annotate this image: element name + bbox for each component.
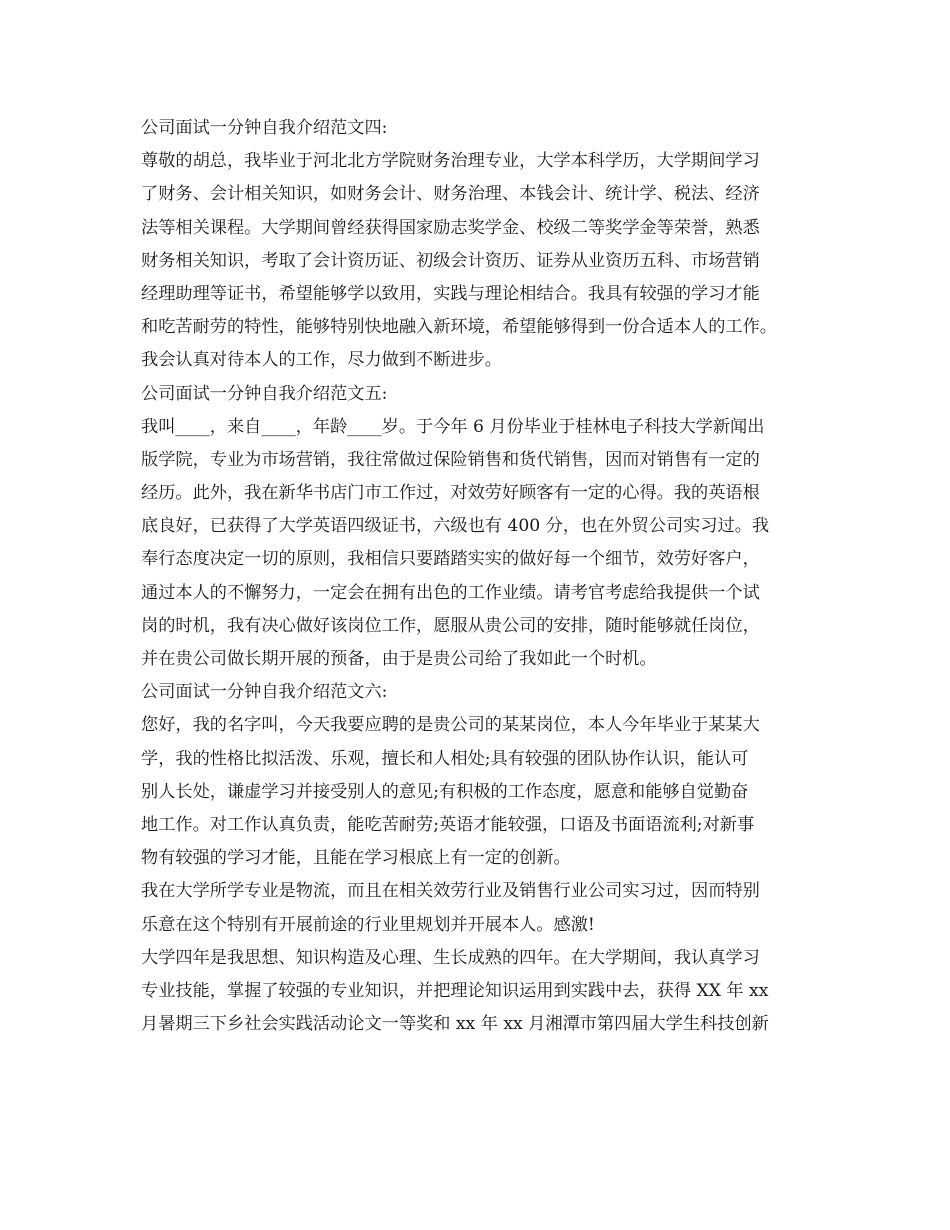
text-line: 大学四年是我思想、知识构造及心理、生长成熟的四年。在大学期间，我认真学习 [141,947,760,968]
text-line: 月暑期三下乡社会实践活动论文一等奖和 xx 年 xx 月湘潭市第四届大学生科技创新 [141,1014,769,1035]
text-line: 经理助理等证书，希望能够学以致用，实践与理论相结合。我具有较强的学习才能 [141,283,760,304]
text-line: 和吃苦耐劳的特性，能够特别快地融入新环境，希望能够得到一份合适本人的工作。 [141,317,777,338]
text-line: 乐意在这个特别有开展前途的行业里规划并开展本人。感激! [141,914,595,935]
text-line: 我会认真对待本人的工作，尽力做到不断进步。 [141,350,502,371]
text-line: 您好，我的名字叫，今天我要应聘的是贵公司的某某岗位，本人今年毕业于某某大 [141,715,760,736]
text-line: 物有较强的学习才能，且能在学习根底上有一定的创新。 [141,848,571,869]
text-line: 尊敬的胡总，我毕业于河北北方学院财务治理专业，大学本科学历，大学期间学习 [141,151,760,172]
text-line: 公司面试一分钟自我介绍范文六: [141,682,388,703]
document-body [141,112,813,1041]
text-line: 学，我的性格比拟活泼、乐观，擅长和人相处;具有较强的团队协作认识，能认可 [141,748,749,769]
text-line: 专业技能，掌握了较强的专业知识，并把理论知识运用到实践中去，获得 XX 年 xx [141,980,769,1001]
text-line: 法等相关课程。大学期间曾经获得国家励志奖学金、校级二等奖学金等荣誉，熟悉 [141,217,760,238]
text-line: 地工作。对工作认真负责，能吃苦耐劳;英语才能较强，口语及书面语流利;对新事 [141,814,755,835]
text-line: 别人长处，谦虚学习并接受别人的意见;有积极的工作态度，愿意和能够自觉勤奋 [141,781,749,802]
text-line: 经历。此外，我在新华书店门市工作过，对效劳好顾客有一定的心得。我的英语根 [141,483,760,504]
text-line: 了财务、会计相关知识，如财务会计、财务治理、本钱会计、统计学、税法、经济 [141,184,760,205]
text-line: 版学院，专业为市场营销，我往常做过保险销售和货代销售，因而对销售有一定的 [141,449,760,470]
text-line: 我在大学所学专业是物流，而且在相关效劳行业及销售行业公司实习过，因而特别 [141,881,760,902]
text-line: 公司面试一分钟自我介绍范文五: [141,383,388,404]
text-line: 公司面试一分钟自我介绍范文四: [141,118,388,138]
text-line: 岗的时机，我有决心做好该岗位工作，愿服从贵公司的安排，随时能够就任岗位， [141,615,760,636]
text-line: 奉行态度决定一切的原则，我相信只要踏踏实实的做好每一个细节，效劳好客户， [141,549,760,570]
text-line: 并在贵公司做长期开展的预备，由于是贵公司给了我如此一个时机。 [141,649,657,669]
text-line: 财务相关知识，考取了会计资历证、初级会计资历、证券从业资历五科、市场营销 [141,250,760,271]
text-line: 底良好，已获得了大学英语四级证书，六级也有 400 分，也在外贸公司实习过。我 [141,516,770,537]
text-line: 我叫____，来自____，年龄____岁。于今年 6 月份毕业于桂林电子科技大学新闻出 [141,416,765,437]
text-line: 通过本人的不懈努力，一定会在拥有出色的工作业绩。请考官考虑给我提供一个试 [141,582,760,603]
